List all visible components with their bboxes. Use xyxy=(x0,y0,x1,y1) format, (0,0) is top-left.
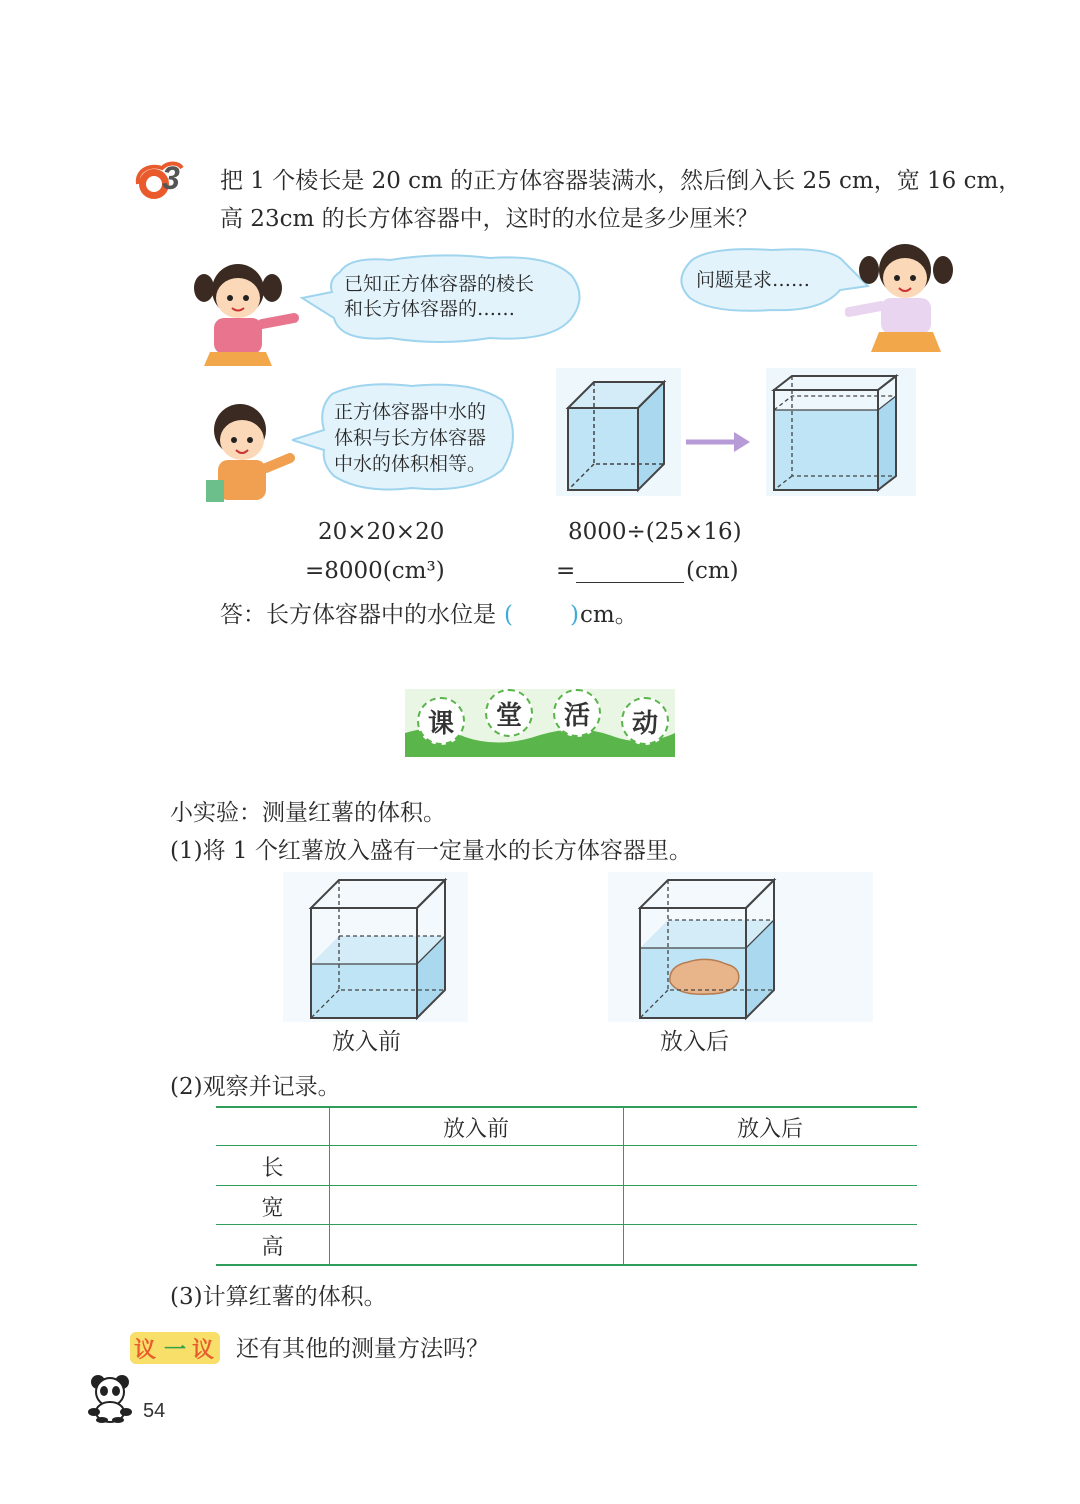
panda-icon xyxy=(86,1372,134,1424)
calc-answer-blank[interactable] xyxy=(576,582,684,583)
table-line-2 xyxy=(216,1185,917,1186)
table-line-top xyxy=(216,1106,917,1108)
table-line-bottom xyxy=(216,1264,917,1266)
banner-char-2: 堂 xyxy=(495,701,522,731)
boy-bubble-line-2: 体积与长方体容器 xyxy=(334,427,487,449)
experiment-step-3: (3)计算红薯的体积。 xyxy=(170,1284,387,1310)
discuss-badge-char-1: 议 xyxy=(134,1338,157,1363)
container-before-diagram xyxy=(283,872,468,1022)
table-cell-length-before[interactable] xyxy=(332,1148,620,1183)
table-cell-width-before[interactable] xyxy=(332,1188,620,1222)
girl-left-illustration xyxy=(190,258,300,368)
label-before: 放入前 xyxy=(332,1029,401,1055)
container-after-diagram xyxy=(608,872,873,1022)
table-row-label-height: 高 xyxy=(261,1235,284,1260)
table-header-after: 放入后 xyxy=(736,1117,803,1142)
discuss-badge xyxy=(130,1332,220,1364)
banner-char-1: 课 xyxy=(427,709,454,739)
banner-char-4: 动 xyxy=(631,709,658,739)
answer-close-paren: ) xyxy=(570,602,579,628)
calc-left-line-2: =8000(cm³) xyxy=(305,558,445,584)
boy-speech-bubble xyxy=(292,380,524,495)
table-row-label-width: 宽 xyxy=(261,1196,284,1221)
table-row-label-length: 长 xyxy=(261,1156,284,1181)
cube-to-cuboid-diagram xyxy=(556,368,916,496)
example-line-2: 高 23cm 的长方体容器中，这时的水位是多少厘米？ xyxy=(220,206,759,232)
calc-left-line-1: 20×20×20 xyxy=(318,519,445,545)
discuss-text: 还有其他的测量方法吗？ xyxy=(236,1336,489,1362)
record-table xyxy=(216,1106,917,1266)
experiment-title: 小实验：测量红薯的体积。 xyxy=(170,800,446,826)
answer-blank[interactable] xyxy=(516,602,570,630)
discuss-badge-char-2: 一 xyxy=(164,1338,187,1363)
table-cell-width-after[interactable] xyxy=(626,1188,914,1222)
girl-right-illustration xyxy=(845,240,960,358)
boy-bubble-line-3: 中水的体积相等。 xyxy=(334,453,487,475)
experiment-step-1: (1)将 1 个红薯放入盛有一定量水的长方体容器里。 xyxy=(170,838,692,864)
table-cell-length-after[interactable] xyxy=(626,1148,914,1183)
table-cell-height-after[interactable] xyxy=(626,1227,914,1262)
calc-right-line-2-prefix: = xyxy=(556,558,576,584)
calc-right-line-1: 8000÷(25×16) xyxy=(568,519,742,545)
example-line-1: 把 1 个棱长是 20 cm 的正方体容器装满水，然后倒入长 25 cm，宽 16 cm， xyxy=(220,168,1022,194)
girl-right-bubble-text: 问题是求…… xyxy=(696,269,811,291)
girl-left-bubble-line-2: 和长方体容器的…… xyxy=(344,298,516,320)
activity-banner xyxy=(405,685,675,760)
discuss-badge-char-3: 议 xyxy=(192,1338,215,1363)
table-cell-height-before[interactable] xyxy=(332,1227,620,1262)
example-number-badge: 3 xyxy=(132,158,202,204)
table-header-before: 放入前 xyxy=(442,1117,509,1142)
boy-illustration xyxy=(200,400,295,505)
calc-right-line-2-unit: (cm) xyxy=(686,558,739,584)
experiment-step-2: (2)观察并记录。 xyxy=(170,1074,341,1100)
banner-char-3: 活 xyxy=(563,701,590,731)
page-number: 54 xyxy=(143,1400,166,1422)
table-line-1 xyxy=(216,1145,917,1146)
label-after: 放入后 xyxy=(660,1029,729,1055)
girl-right-speech-bubble xyxy=(672,246,870,316)
answer-unit: cm。 xyxy=(580,602,638,628)
boy-bubble-line-1: 正方体容器中水的 xyxy=(334,401,487,423)
girl-left-bubble-line-1: 已知正方体容器的棱长 xyxy=(344,273,535,295)
answer-prefix: 答：长方体容器中的水位是 xyxy=(220,602,496,628)
table-line-3 xyxy=(216,1224,917,1225)
answer-open-paren: ( xyxy=(504,602,513,628)
girl-left-speech-bubble xyxy=(300,252,585,344)
